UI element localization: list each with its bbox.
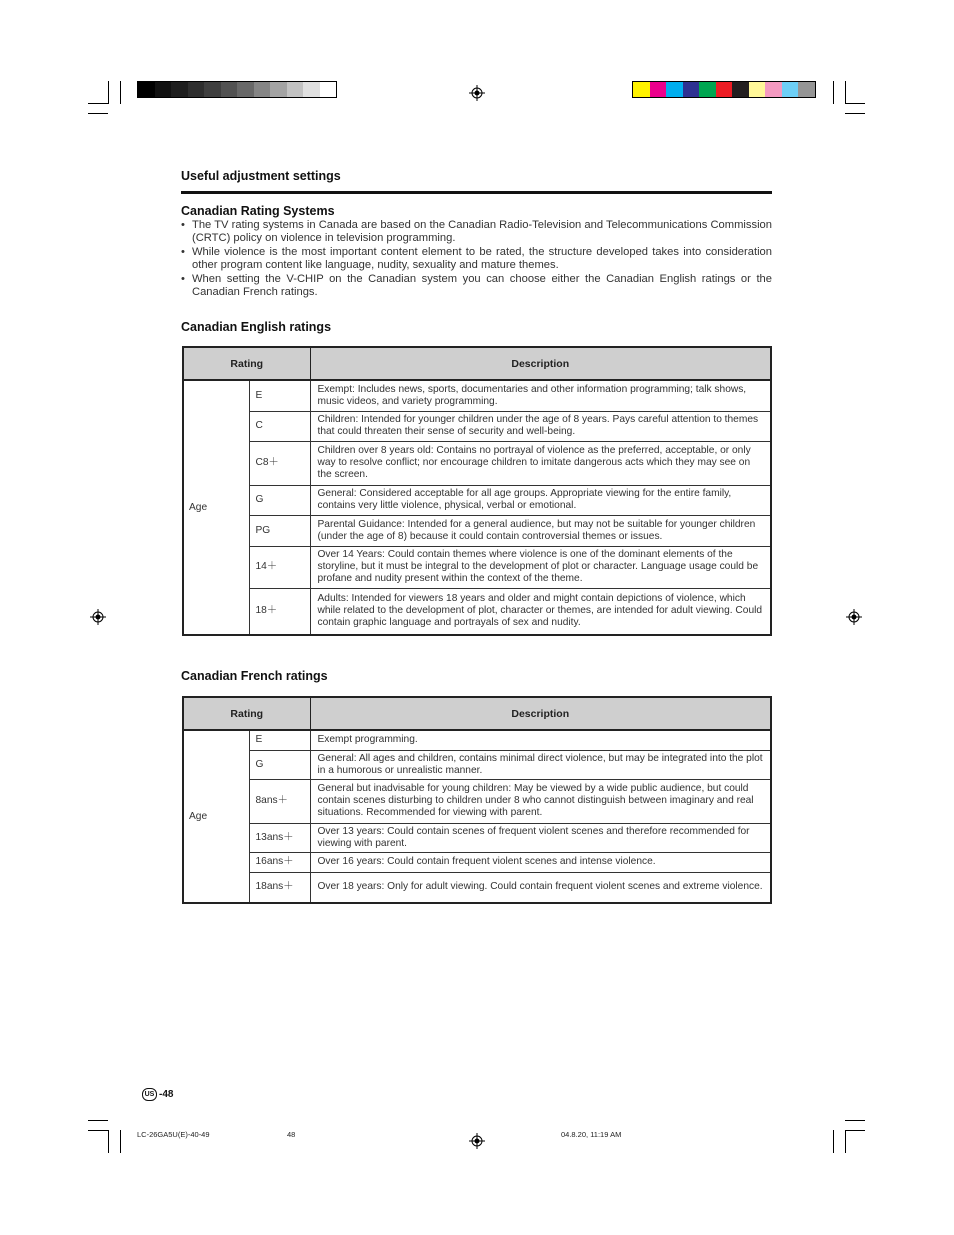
rating-description: Parental Guidance: Intended for a general audience, but may not be suitable for younger children (under the age of 8) because it could contain controversial themes or issues. [310, 515, 771, 546]
rating-code: G [249, 750, 310, 779]
intro-title: Canadian Rating Systems [181, 204, 335, 218]
rating-code: E [249, 380, 310, 411]
rating-code: 18ans＋ [249, 872, 310, 903]
rating-description: Exempt: Includes news, sports, documentaries and other information programming; talk shows, music videos, and variety programming. [310, 380, 771, 411]
color-swatch [303, 82, 320, 97]
color-swatch [221, 82, 238, 97]
color-swatch [270, 82, 287, 97]
rating-description: Adults: Intended for viewers 18 years and older and might contain depictions of violence, which while related to the development of plot, character or themes, are intended for adult viewing. Could contain graphic language and portrayals of sex and nudity. [310, 588, 771, 635]
color-swatch [320, 82, 337, 97]
color-swatch [716, 82, 733, 97]
color-swatch [732, 82, 749, 97]
registration-mark-icon [469, 1133, 485, 1149]
color-swatch [237, 82, 254, 97]
rating-description: Over 16 years: Could contain frequent violent scenes and intense violence. [310, 852, 771, 872]
intro-bullets [181, 219, 772, 299]
color-swatch [699, 82, 716, 97]
rating-code: 8ans＋ [249, 779, 310, 823]
color-swatch [782, 82, 799, 97]
rating-code: 16ans＋ [249, 852, 310, 872]
rating-description: General: All ages and children, contains minimal direct violence, but may be integrated into the plot in a humorous or unrealistic manner. [310, 750, 771, 779]
rating-description: Over 18 years: Only for adult viewing. Could contain frequent violent scenes and extreme violence. [310, 872, 771, 903]
sheet-number: 48 [287, 1130, 296, 1139]
french-ratings-table [182, 696, 772, 904]
page-number-text: -48 [159, 1089, 174, 1100]
french-ratings-title: Canadian French ratings [181, 669, 328, 683]
color-swatch [666, 82, 683, 97]
color-swatch [650, 82, 667, 97]
rating-description: Children over 8 years old: Contains no portrayal of violence as the preferred, acceptable, or only way to resolve conflict; nor encourage children to imitate dangerous acts which they may see on the screen. [310, 441, 771, 485]
color-swatch [683, 82, 700, 97]
color-calibration-bar [632, 81, 816, 98]
color-swatch [798, 82, 815, 97]
color-swatch [138, 82, 155, 97]
rating-code: 18＋ [249, 588, 310, 635]
us-badge: US [142, 1088, 157, 1101]
rating-code: C [249, 411, 310, 441]
rating-column-header: Rating [183, 347, 310, 380]
color-swatch [155, 82, 172, 97]
age-group-cell: Age [183, 730, 249, 903]
description-column-header: Description [310, 347, 771, 380]
color-swatch [633, 82, 650, 97]
rating-description: General: Considered acceptable for all age groups. Appropriate viewing for the entire family, contains very little violence, physical, verbal or emotional. [310, 485, 771, 515]
rating-code: G [249, 485, 310, 515]
registration-mark-icon [90, 609, 106, 625]
english-ratings-table [182, 346, 772, 636]
bullet-item: • The TV rating systems in Canada are based on the Canadian Radio-Television and Telecommunications Commission (CRTC) policy on violence in television programming. [181, 219, 772, 246]
bullet-item: • While violence is the most important content element to be rated, the structure developed takes into consideration other program content like language, nudity, sexuality and mature themes. [181, 246, 772, 273]
color-swatch [749, 82, 766, 97]
gray-calibration-bar [137, 81, 337, 98]
rating-code: 13ans＋ [249, 823, 310, 852]
rating-description: Exempt programming. [310, 730, 771, 750]
rating-description: Over 13 years: Could contain scenes of frequent violent scenes and therefore recommended for viewing with parent. [310, 823, 771, 852]
rating-description: General but inadvisable for young children: May be viewed by a wide public audience, but could contain scenes disturbing to children under 8 who cannot distinguish between imaginary and real situations. Recommended for viewing with parent. [310, 779, 771, 823]
color-swatch [188, 82, 205, 97]
header-rule [181, 191, 772, 194]
rating-code: E [249, 730, 310, 750]
page-number [142, 1088, 173, 1101]
color-swatch [171, 82, 188, 97]
rating-description: Children: Intended for younger children under the age of 8 years. Pays careful attention to themes that could threaten their sense of security and well-being. [310, 411, 771, 441]
description-column-header: Description [310, 697, 771, 730]
color-swatch [204, 82, 221, 97]
bullet-item: • When setting the V-CHIP on the Canadian system you can choose either the Canadian English ratings or the Canadian French ratings. [181, 273, 772, 300]
registration-mark-icon [469, 85, 485, 101]
color-swatch [765, 82, 782, 97]
file-name: LC-26GA5U(E)-40-49 [137, 1130, 210, 1139]
english-ratings-title: Canadian English ratings [181, 320, 332, 334]
section-header: Useful adjustment settings [181, 169, 341, 183]
rating-column-header: Rating [183, 697, 310, 730]
rating-code: C8＋ [249, 441, 310, 485]
registration-mark-icon [846, 609, 862, 625]
age-group-cell: Age [183, 380, 249, 635]
print-timestamp: 04.8.20, 11:19 AM [561, 1130, 622, 1139]
color-swatch [254, 82, 271, 97]
color-swatch [287, 82, 304, 97]
rating-description: Over 14 Years: Could contain themes where violence is one of the dominant elements of the storyline, but it must be integral to the development of plot or character. Language usage could be profane and nudity present within the context of the theme. [310, 546, 771, 588]
rating-code: PG [249, 515, 310, 546]
rating-code: 14＋ [249, 546, 310, 588]
